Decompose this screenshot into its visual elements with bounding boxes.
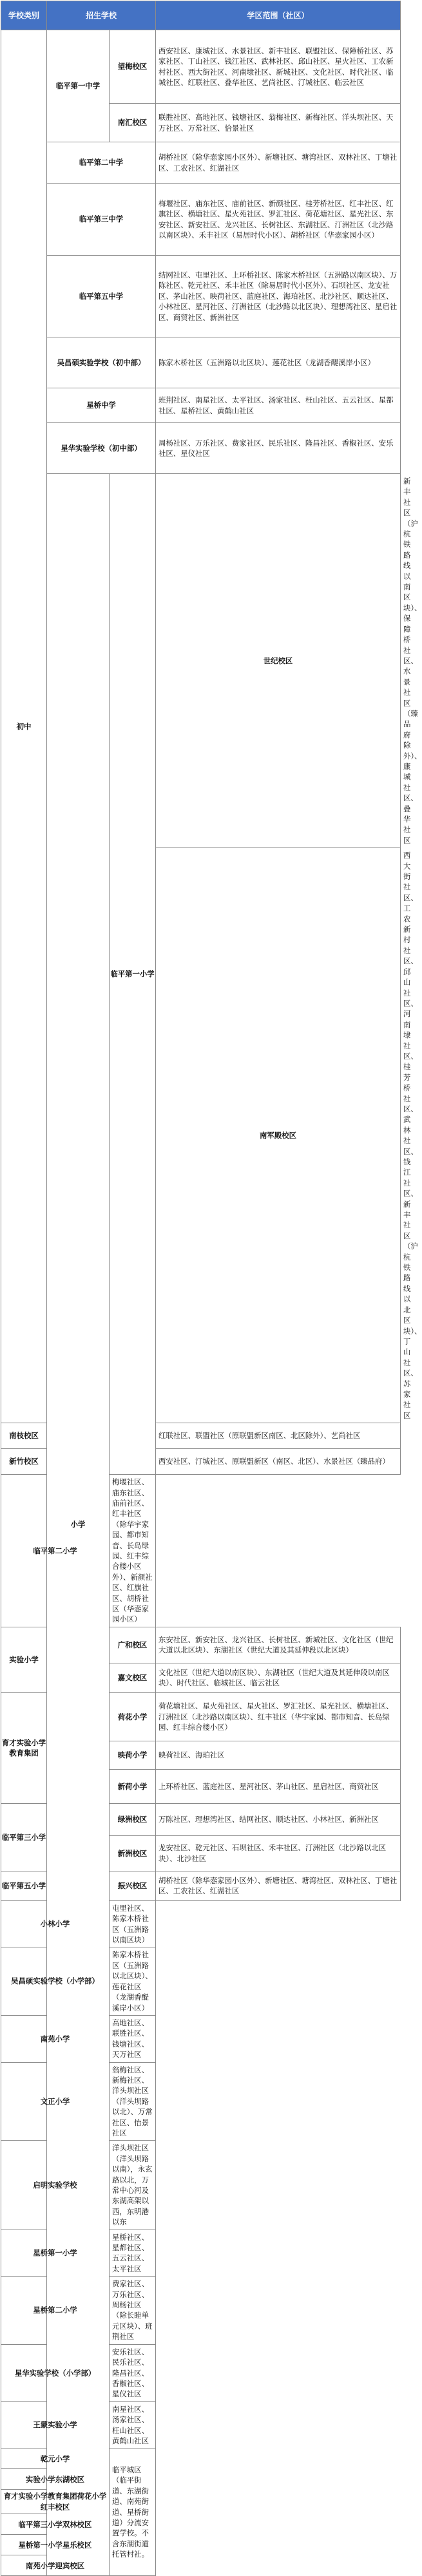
header-school: 招生学校	[47, 1, 156, 30]
table-row	[1, 1900, 401, 1947]
table-row: 小学 临平第一小学 世纪校区 新丰社区（沪杭铁路线以南区块）、保障桥社区、水景社区（臻品府除外）、康城社区、叠华社区	[1, 474, 401, 848]
table-row	[1, 337, 401, 388]
district-range: 周杨社区、万乐社区、费家社区、民乐社区、隆昌社区、香椒社区、安乐社区、星仪社区	[156, 423, 401, 474]
table-row	[1, 2344, 401, 2401]
table-row	[1, 2448, 401, 2469]
header-school-type: 学校类别	[1, 1, 47, 30]
school-name: 小林小学	[1, 1900, 110, 1947]
school-name: 星桥中学	[47, 388, 156, 423]
table-row	[1, 184, 401, 256]
school-name: 临平第三小学	[1, 1803, 47, 1871]
district-range: 屯里社区、陈家木桥社区（五洲路以南区块）	[110, 1900, 156, 1947]
district-range: 梅堰社区、庙东社区、庙前社区、红丰社区（除华宇家园、都市知音、长岛绿园、红丰综合楼小区外）、新颜社区、红旗社区、胡桥社区（华悫家园小区）	[110, 1475, 156, 1627]
school-name: 临平第二小学	[1, 1475, 110, 1627]
school-name: 启明实验学校	[1, 2141, 110, 2230]
header-row	[1, 1, 401, 30]
school-name: 临平第五中学	[47, 256, 156, 337]
school-name: 育才实验小学教育集团	[1, 1692, 47, 1803]
table-row	[1, 2514, 401, 2535]
school-name: 临平第三小学双林校区	[1, 2514, 110, 2535]
table-row	[1, 1475, 401, 1627]
district-range: 西安社区、康城社区、水景社区、新丰社区、联盟社区、保障桥社区、苏家社区、丁山社区、钱江社区、武林社区、邱山社区、星火社区、工农新村社区、西大街社区、河南埭社区、新城社区、文化社区、时代社区、临城社区、红联社区、叠华社区、艺尚社区、汀城社区、临云社区	[156, 30, 401, 104]
school-name: 临平第一中学	[47, 30, 110, 142]
campus-name: 南枝校区	[1, 1423, 47, 1449]
district-range: 翁梅社区、新梅社区、洋头坝社区（洋头坝路以北）、万常社区、怡景社区	[110, 2062, 156, 2141]
school-name: 星桥第一小学	[1, 2230, 110, 2277]
district-range: 临平城区（临平街道、东湖街道、南苑街道、星桥街道）分流安置学校。不含东湖街道托管村社。	[110, 2448, 156, 2576]
table-row	[1, 2277, 401, 2344]
school-name: 南苑小学迎宾校区	[1, 2555, 110, 2576]
campus-name: 新竹校区	[1, 1449, 47, 1475]
campus-name: 新洲校区	[110, 1835, 156, 1871]
campus-name: 南汇校区	[110, 104, 156, 142]
category-primary: 小学	[47, 474, 110, 2576]
district-range: 费家社区、万乐社区、周杨社区（除长睦单元区块）、班荆社区	[110, 2277, 156, 2344]
school-name: 临平第三中学	[47, 184, 156, 256]
district-range: 红联社区、联盟社区（原联盟新区南区、北区除外）、艺尚社区	[156, 1423, 401, 1449]
district-range: 陈家木桥社区（五洲路以北区块）、莲花社区（龙湖香醍溪岸小区）	[156, 337, 401, 388]
school-name: 乾元小学	[1, 2448, 110, 2469]
campus-name: 南军殿校区	[156, 848, 401, 1423]
district-range: 上环桥社区、蓝庭社区、星河社区、茅山社区、星启社区、商贸社区	[156, 1769, 401, 1803]
campus-name: 望梅校区	[110, 30, 156, 104]
district-range: 洋头坝社区（洋头坝路以南），永玄路以北，万常中心河及东湖高架以西，东明港以东	[110, 2141, 156, 2230]
school-district-table	[1, 1, 422, 2576]
school-name: 星桥第一小学星乐校区	[1, 2535, 110, 2555]
district-range: 安乐社区、民乐社区、隆昌社区、香椒社区、星仪社区	[110, 2344, 156, 2401]
school-name: 星华实验学校（小学部）	[1, 2344, 110, 2401]
table-row	[1, 2401, 401, 2448]
district-range: 梅堰社区、庙东社区、庙前社区、新颜社区、桂芳桥社区、红丰社区、红旗社区、横塘社区、星火苑社区、罗汇社区、荷花塘社区、星光社区、东安社区、新安社区、龙兴社区、长树社区、东湖社区、汀洲社区（北沙路以南区块）、禾丰社区（易居时代小区）、胡桥社区（华悫家园小区）	[156, 184, 401, 256]
district-range: 文化社区（世纪大道以南区块）、东湖社区（世纪大道及其延伸段以南区块）、时代社区、临城社区、临云社区	[156, 1663, 401, 1692]
campus-name: 荷花小学	[110, 1692, 156, 1741]
school-name: 吴昌硕实验学校（小学部）	[1, 1947, 110, 2015]
school-name: 育才实验小学教育集团荷花小学红丰校区	[1, 2490, 110, 2514]
district-range: 陈家木桥社区（五洲路以北区块）、莲花社区（龙湖香醍溪岸小区）	[110, 1947, 156, 2015]
district-range: 南星社区、汤家社区、枉山社区、黄鹤山社区	[110, 2401, 156, 2448]
district-range: 东安社区、新安社区、龙兴社区、长树社区、新城社区、文化社区（世纪大道以北区块）、东湖社区（世纪大道及其延伸段以北区块）	[156, 1627, 401, 1663]
school-name: 吴昌硕实验学校（初中部）	[47, 337, 156, 388]
table-row	[1, 2015, 401, 2062]
campus-name: 振兴校区	[110, 1871, 156, 1900]
district-range: 西安社区、汀城社区、原联盟新区（南区、北区）、水景社区（臻品府）	[156, 1449, 401, 1475]
school-name: 临平第五小学	[1, 1871, 47, 1900]
table-row	[1, 1947, 401, 2015]
school-name: 星华实验学校（初中部）	[47, 423, 156, 474]
category-junior: 初中	[1, 30, 47, 1423]
campus-name: 嘉文校区	[110, 1663, 156, 1692]
school-name: 临平第二中学	[47, 142, 156, 184]
district-range: 班荆社区、南星社区、太平社区、汤家社区、枉山社区、五云社区、星都社区、星桥社区、黄鹤山社区	[156, 388, 401, 423]
table-row	[1, 423, 401, 474]
table-row	[1, 2062, 401, 2141]
district-range: 高地社区、联胜社区、钱塘社区、天万社区	[110, 2015, 156, 2062]
campus-name: 新荷小学	[110, 1769, 156, 1803]
school-name: 临平第一小学	[110, 474, 156, 1475]
table-row	[1, 256, 401, 337]
table-row	[1, 2555, 401, 2576]
header-range: 学区范围（社区）	[156, 1, 401, 30]
campus-name: 映荷小学	[110, 1741, 156, 1769]
table-row	[1, 2469, 401, 2490]
school-name: 王蒙实验小学	[1, 2401, 110, 2448]
campus-name: 广和校区	[110, 1627, 156, 1663]
school-name: 实验小学	[1, 1627, 47, 1692]
district-range: 荷花塘社区、星火苑社区、星火社区、罗汇社区、星光社区、横塘社区、汀洲社区（北沙路以南区块）、红丰社区（华宇家园、都市知音、长岛绿园、红丰综合楼小区）	[156, 1692, 401, 1741]
school-name: 南苑小学	[1, 2015, 110, 2062]
table-row	[1, 2490, 401, 2514]
school-name: 星桥第二小学	[1, 2277, 110, 2344]
table-row	[1, 2230, 401, 2277]
district-range: 结网社区、屯里社区、上环桥社区、陈家木桥社区（五洲路以南区块）、万陈社区、乾元社区、禾丰社区（除易居时代小区外）、石坝社区、龙安社区、茅山社区、映荷社区、蓝庭社区、海珀社区、北沙社区、顺达社区、小林社区、星河社区、汀洲社区（北沙路以北区块）、理想湾社区、星启社区、商贸社区、新洲社区	[156, 256, 401, 337]
district-range: 胡桥社区（除华悫家园小区外）、新塘社区、塘湾社区、双林社区、丁塘社区、工农社区、红湖社区	[156, 142, 401, 184]
table-row	[1, 30, 401, 104]
table-row	[1, 2535, 401, 2555]
district-range: 龙安社区、乾元社区、石坝社区、禾丰社区、汀洲社区（北沙路以北区块）、北沙社区	[156, 1835, 401, 1871]
district-range: 星桥社区、星都社区、五云社区、太平社区	[110, 2230, 156, 2277]
table-row	[1, 388, 401, 423]
school-district-page	[0, 1, 422, 2570]
campus-name: 世纪校区	[156, 474, 401, 848]
district-range: 联胜社区、高地社区、钱塘社区、翁梅社区、新梅社区、洋头坝社区、天万社区、万常社区、恰景社区	[156, 104, 401, 142]
table-row	[1, 142, 401, 184]
table-row	[1, 2141, 401, 2230]
district-range: 万陈社区、理想湾社区、结网社区、顺达社区、小林社区、新洲社区	[156, 1803, 401, 1835]
table-row: 南军殿校区 西大街社区、工农新村社区、邱山社区、河南埭社区、桂芳桥社区、武林社区、钱江社区、新丰社区（沪杭铁路线以北区块）、丁山社区、苏家社区	[1, 848, 401, 1423]
campus-name: 绿洲校区	[110, 1803, 156, 1835]
district-range: 映荷社区、海珀社区	[156, 1741, 401, 1769]
school-name: 实验小学东湖校区	[1, 2469, 110, 2490]
district-range: 胡桥社区（除华悫家园小区外）、新塘社区、塘湾社区、双林社区、丁塘社区、工农社区、红湖社区	[156, 1871, 401, 1900]
school-name: 文正小学	[1, 2062, 110, 2141]
